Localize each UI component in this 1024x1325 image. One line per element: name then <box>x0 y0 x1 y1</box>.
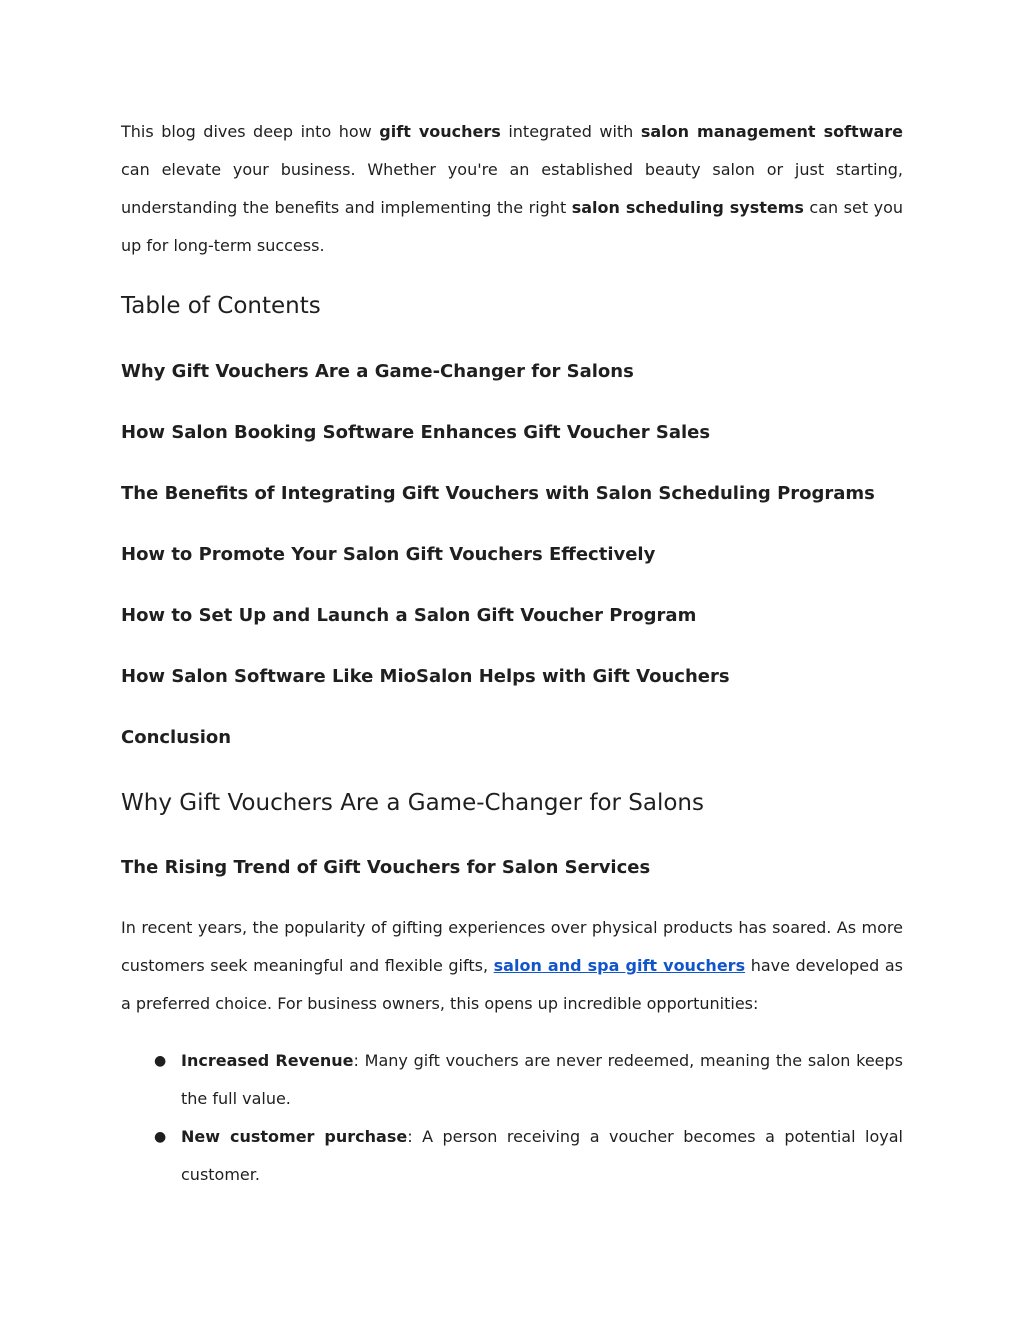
intro-bold-salon-management-software: salon management software <box>640 122 904 141</box>
bullet-text: : Many gift vouchers are never redeemed, meaning the salon keeps the full value. <box>181 1051 903 1108</box>
section-paragraph-text-1: In recent years, the popularity of gifting experiences over physical products has soared. As more customers seek meaningful and flexible gifts, <box>121 918 903 975</box>
bullet-label: New customer purchase <box>181 1127 408 1146</box>
bullet-icon: ● <box>154 1129 167 1145</box>
toc-item-miosalon[interactable]: How Salon Software Like MioSalon Helps with Gift Vouchers <box>121 666 730 687</box>
intro-bold-salon-scheduling-systems: salon scheduling systems <box>571 198 804 217</box>
intro-text-2: integrated with <box>500 122 641 141</box>
section-heading: Why Gift Vouchers Are a Game-Changer for Salons <box>121 790 704 816</box>
toc-item-promote[interactable]: How to Promote Your Salon Gift Vouchers Effectively <box>121 544 656 565</box>
section-paragraph-text-2: have developed as a preferred choice. For business owners, this opens up incredible opportunities: <box>121 956 903 1013</box>
bullet-icon: ● <box>154 1053 167 1069</box>
section-subheading: The Rising Trend of Gift Vouchers for Salon Services <box>121 857 651 878</box>
intro-bold-gift-vouchers: gift vouchers <box>379 122 501 141</box>
toc-item-setup-launch[interactable]: How to Set Up and Launch a Salon Gift Voucher Program <box>121 605 697 626</box>
intro-text-1: This blog dives deep into how <box>121 122 380 141</box>
bullet-text: : A person receiving a voucher becomes a potential loyal customer. <box>181 1127 903 1184</box>
intro-text-3: can elevate your business. Whether you're an established beauty salon or just starting, understanding the benefits and implementing the right <box>121 160 903 217</box>
toc-item-benefits[interactable]: The Benefits of Integrating Gift Vouchers with Salon Scheduling Programs <box>121 483 875 504</box>
toc-heading: Table of Contents <box>121 293 321 319</box>
intro-paragraph <box>121 113 903 265</box>
intro-text-4: can set you up for long-term success. <box>121 198 903 255</box>
gift-vouchers-link[interactable]: salon and spa gift vouchers <box>493 956 746 975</box>
toc-item-conclusion[interactable]: Conclusion <box>121 727 232 748</box>
toc-item-booking-software[interactable]: How Salon Booking Software Enhances Gift Voucher Sales <box>121 422 711 443</box>
toc-item-game-changer[interactable]: Why Gift Vouchers Are a Game-Changer for Salons <box>121 361 634 382</box>
bullet-label: Increased Revenue <box>181 1051 354 1070</box>
benefits-list <box>121 1042 903 1194</box>
list-item <box>121 1042 903 1118</box>
list-item <box>121 1118 903 1194</box>
section-paragraph <box>121 909 903 1023</box>
